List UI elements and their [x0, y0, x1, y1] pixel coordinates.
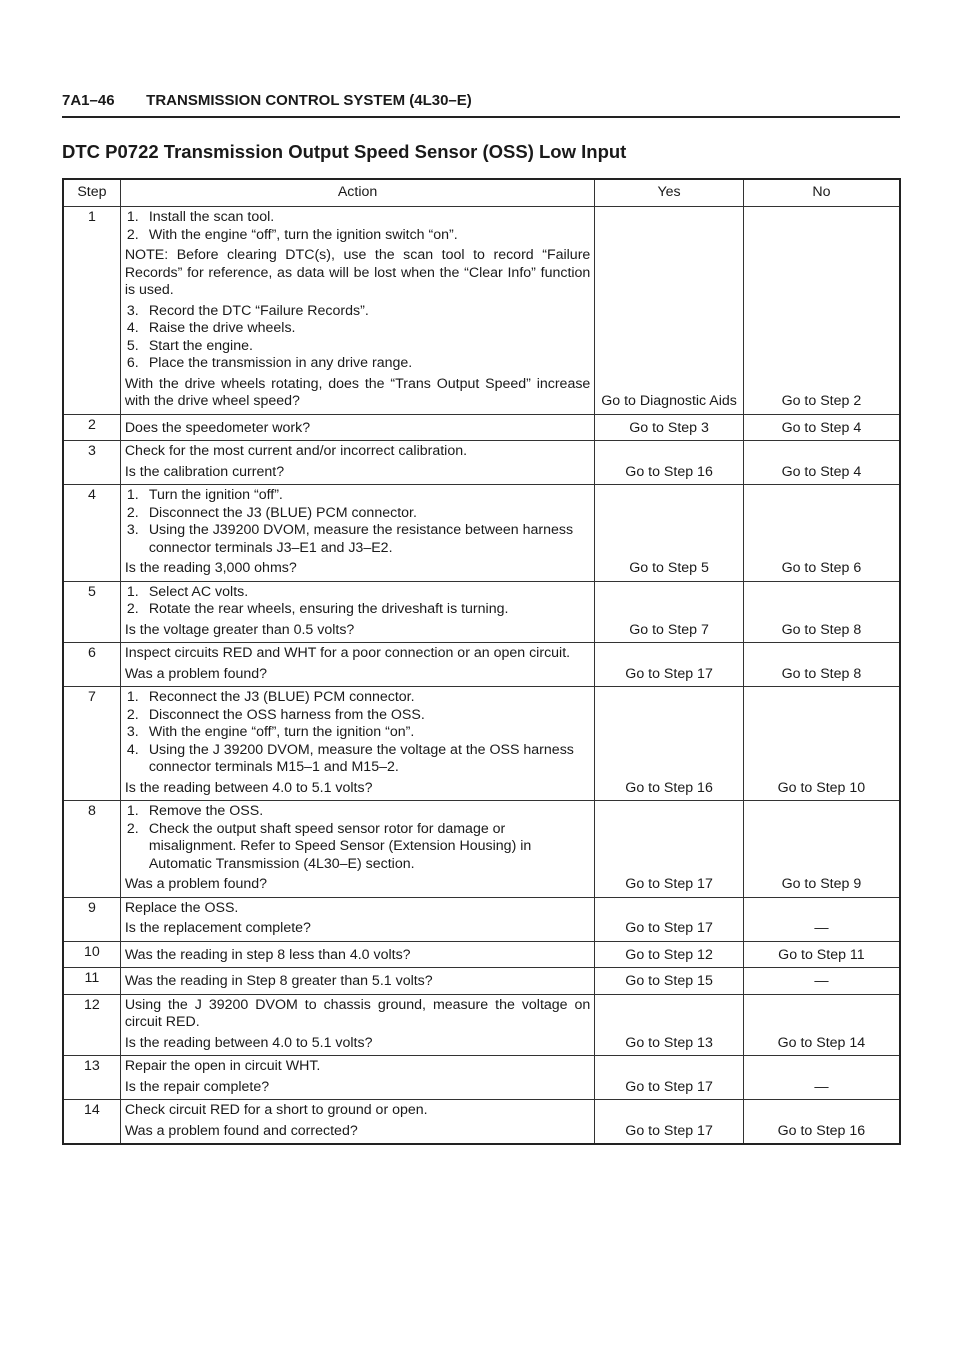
- action-list-item: 1. Turn the ignition “off”.: [126, 487, 283, 503]
- action-list-item: 1. Select AC volts.: [126, 583, 249, 600]
- yes-result: Go to Step 12: [595, 941, 743, 968]
- yes-result: Go to Step 17: [595, 1100, 743, 1145]
- action-list-item: 2. Rotate the rear wheels, ensuring the driveshaft is turning.: [126, 601, 509, 617]
- action-list-item: 2. Check the output shaft speed sensor rotor for damage or misalignment. Refer to Speed Sensor (Extension Housing) in Automatic Transmission (4L30–E) section.: [126, 820, 532, 872]
- action-list-item: 6. Place the transmission in any drive range.: [126, 355, 413, 371]
- no-result: Go to Step 6: [743, 485, 900, 582]
- action-cell: [120, 994, 595, 1056]
- table-row: [63, 801, 900, 898]
- step-number: 6: [63, 643, 120, 687]
- question-text: Is the calibration current?: [124, 463, 285, 480]
- action-list-item: 1. Install the scan tool.: [126, 209, 275, 225]
- page-code: 7A1–46: [62, 92, 115, 109]
- no-result: —: [743, 897, 900, 941]
- yes-result: Go to Step 5: [595, 485, 743, 582]
- action-list-item: 1. Remove the OSS.: [126, 803, 264, 819]
- note-text: NOTE: Before clearing DTC(s), use the scan tool to record “Failure Records” for reference, as data will be lost when the “Clear Info” function is used.: [124, 247, 591, 298]
- no-result: Go to Step 16: [743, 1100, 900, 1145]
- step-number: 1: [63, 207, 120, 415]
- no-result: —: [743, 968, 900, 995]
- yes-result: Go to Step 17: [595, 643, 743, 687]
- table-row: [63, 207, 900, 415]
- action-list: [125, 803, 591, 873]
- yes-result: Go to Step 13: [595, 994, 743, 1056]
- question-text: Was the reading in Step 8 greater than 5.1 volts?: [124, 973, 433, 989]
- no-result: Go to Step 4: [743, 414, 900, 441]
- yes-result: Go to Diagnostic Aids: [595, 207, 743, 415]
- table-row: [63, 968, 900, 995]
- no-result: Go to Step 14: [743, 994, 900, 1056]
- yes-result: Go to Step 3: [595, 414, 743, 441]
- action-cell: [120, 485, 595, 582]
- action-text: Using the J 39200 DVOM to chassis ground, measure the voltage on circuit RED.: [124, 996, 591, 1030]
- action-cell: [120, 643, 595, 687]
- table-row: [63, 1056, 900, 1100]
- yes-result: Go to Step 17: [595, 801, 743, 898]
- yes-result: Go to Step 16: [595, 687, 743, 801]
- action-cell: [120, 414, 595, 441]
- step-number: 5: [63, 581, 120, 643]
- step-number: 2: [63, 414, 120, 441]
- step-number: 14: [63, 1100, 120, 1145]
- table-row: [63, 1100, 900, 1145]
- action-text: Inspect circuits RED and WHT for a poor connection or an open circuit.: [124, 645, 571, 661]
- action-cell: [120, 687, 595, 801]
- yes-result: Go to Step 7: [595, 581, 743, 643]
- no-result: Go to Step 9: [743, 801, 900, 898]
- table-row: [63, 643, 900, 687]
- step-number: 4: [63, 485, 120, 582]
- no-result: Go to Step 8: [743, 581, 900, 643]
- action-list-item: 3. With the engine “off”, turn the ignition “on”.: [126, 724, 415, 740]
- table-row: [63, 941, 900, 968]
- column-header-yes: Yes: [595, 179, 743, 207]
- action-cell: [120, 207, 595, 415]
- action-list-item: 4. Raise the drive wheels.: [126, 320, 296, 336]
- action-list: [125, 303, 591, 373]
- question-text: Is the reading 3,000 ohms?: [124, 560, 297, 576]
- no-result: Go to Step 10: [743, 687, 900, 801]
- step-number: 3: [63, 441, 120, 485]
- action-text: Repair the open in circuit WHT.: [124, 1058, 321, 1074]
- table-row: [63, 897, 900, 941]
- column-header-no: No: [743, 179, 900, 207]
- question-text: Was the reading in step 8 less than 4.0 volts?: [124, 946, 411, 963]
- page-title: DTC P0722 Transmission Output Speed Sensor (OSS) Low Input: [62, 141, 627, 162]
- yes-result: Go to Step 15: [595, 968, 743, 995]
- no-result: Go to Step 8: [743, 643, 900, 687]
- question-text: Was a problem found?: [124, 876, 268, 892]
- action-list: [125, 209, 591, 244]
- question-text: With the drive wheels rotating, does the “Trans Output Speed” increase with the drive wheel speed?: [124, 375, 591, 409]
- no-result: —: [743, 1056, 900, 1100]
- action-cell: [120, 441, 595, 485]
- action-list-item: 1. Reconnect the J3 (BLUE) PCM connector.: [126, 689, 415, 705]
- page-header: [62, 92, 900, 118]
- action-cell: [120, 1100, 595, 1145]
- action-cell: [120, 897, 595, 941]
- action-list-item: 4. Using the J 39200 DVOM, measure the voltage at the OSS harness connector terminals M15–1 and M15–2.: [126, 741, 574, 775]
- action-list-item: 2. With the engine “off”, turn the ignition switch “on”.: [126, 226, 458, 243]
- table-row: [63, 687, 900, 801]
- action-text: Replace the OSS.: [124, 899, 239, 916]
- action-list-item: 2. Disconnect the J3 (BLUE) PCM connector.: [126, 504, 417, 521]
- step-number: 11: [63, 968, 120, 995]
- step-number: 12: [63, 994, 120, 1056]
- action-list-item: 3. Record the DTC “Failure Records”.: [126, 302, 369, 319]
- yes-result: Go to Step 17: [595, 897, 743, 941]
- action-cell: [120, 581, 595, 643]
- action-cell: [120, 1056, 595, 1100]
- table-row: [63, 581, 900, 643]
- question-text: Is the replacement complete?: [124, 920, 311, 936]
- step-number: 13: [63, 1056, 120, 1100]
- question-text: Does the speedometer work?: [124, 419, 311, 436]
- column-header-step: Step: [63, 179, 120, 207]
- diagnostic-table: [62, 178, 901, 1145]
- question-text: Is the repair complete?: [124, 1078, 270, 1095]
- table-header-row: [63, 179, 900, 207]
- action-list-item: 5. Start the engine.: [126, 337, 253, 354]
- column-header-action: Action: [120, 179, 595, 207]
- question-text: Was a problem found and corrected?: [124, 1122, 358, 1139]
- yes-result: Go to Step 16: [595, 441, 743, 485]
- action-list-item: 2. Disconnect the OSS harness from the OSS.: [126, 706, 425, 723]
- action-cell: [120, 801, 595, 898]
- yes-result: Go to Step 17: [595, 1056, 743, 1100]
- table-row: [63, 441, 900, 485]
- table-row: [63, 485, 900, 582]
- action-text: Check circuit RED for a short to ground or open.: [124, 1102, 428, 1118]
- table-row: [63, 994, 900, 1056]
- question-text: Is the reading between 4.0 to 5.1 volts?: [124, 779, 373, 796]
- action-cell: [120, 968, 595, 995]
- action-text: Check for the most current and/or incorrect calibration.: [124, 443, 468, 459]
- step-number: 7: [63, 687, 120, 801]
- section-title: TRANSMISSION CONTROL SYSTEM (4L30–E): [146, 92, 472, 109]
- no-result: Go to Step 4: [743, 441, 900, 485]
- question-text: Is the reading between 4.0 to 5.1 volts?: [124, 1034, 373, 1051]
- no-result: Go to Step 11: [743, 941, 900, 968]
- step-number: 8: [63, 801, 120, 898]
- step-number: 10: [63, 941, 120, 968]
- step-number: 9: [63, 897, 120, 941]
- action-list: [125, 487, 591, 557]
- no-result: Go to Step 2: [743, 207, 900, 415]
- action-list: [125, 689, 591, 777]
- table-row: [63, 414, 900, 441]
- question-text: Is the voltage greater than 0.5 volts?: [124, 621, 355, 638]
- question-text: Was a problem found?: [124, 665, 268, 682]
- action-list-item: 3. Using the J39200 DVOM, measure the resistance between harness connector terminals J3–E1 and J3–E2.: [126, 522, 574, 556]
- action-cell: [120, 941, 595, 968]
- action-list: [125, 584, 591, 619]
